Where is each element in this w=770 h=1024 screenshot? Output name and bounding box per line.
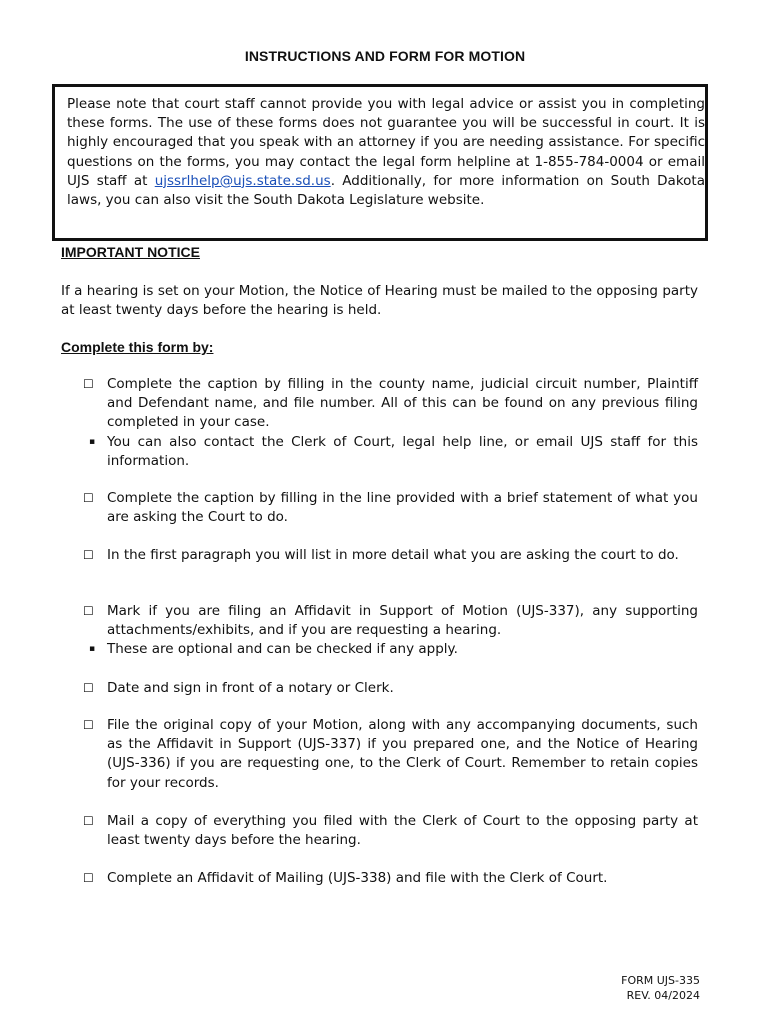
- notice-text-after-email: . Additionally, for more information on South Dakota laws, you can also visit the South Dakota Legislature website.: [67, 172, 705, 209]
- instruction-text: Mark if you are filing an Affidavit in Support of Motion (UJS-337), any supporting attachments/exhibits, and if you are requesting a hearing.: [107, 603, 698, 639]
- instruction-text: Complete the caption by filling in the county name, judicial circuit number, Plaintiff and Defendant name, and file number. All of this can be found on any previous filing completed in your case.: [107, 376, 698, 431]
- revision-date: REV. 04/2024: [626, 989, 700, 1002]
- helpline-email-link[interactable]: ujssrlhelp@ujs.state.sd.us: [154, 172, 331, 189]
- form-footer: [621, 973, 700, 1003]
- instruction-item: [83, 375, 698, 471]
- instruction-item: [83, 716, 698, 793]
- subpoint-text: These are optional and can be checked if any apply.: [107, 641, 458, 658]
- form-number: FORM UJS-335: [621, 974, 700, 987]
- complete-form-heading: Complete this form by:: [61, 339, 214, 355]
- checkbox-icon: ☐: [83, 491, 94, 505]
- instruction-item: [83, 679, 698, 698]
- checkbox-icon: ☐: [83, 604, 94, 618]
- notice-paragraph: [67, 95, 705, 210]
- instruction-text: Complete an Affidavit of Mailing (UJS-338) and file with the Clerk of Court.: [107, 870, 608, 886]
- legal-advice-notice-box: [52, 84, 708, 241]
- instruction-item: [83, 812, 698, 850]
- notice-text-before-email: Please note that court staff cannot provide you with legal advice or assist you in completing these forms. The use of these forms does not guarantee you will be successful in court. It is highly encouraged that you speak with an attorney if you are needing assistance. For specific questions on the forms, you may contact the legal form helpline at 1-855-784-0004 or email UJS staff at: [67, 96, 705, 189]
- checkbox-icon: ☐: [83, 681, 94, 695]
- checkbox-icon: ☐: [83, 718, 94, 732]
- important-notice-heading: IMPORTANT NOTICE: [61, 244, 200, 260]
- checkbox-icon: ☐: [83, 548, 94, 562]
- instruction-item: [83, 546, 698, 565]
- instruction-subpoint: [89, 640, 698, 659]
- square-bullet-icon: ▪: [89, 436, 96, 447]
- instruction-text: File the original copy of your Motion, along with any accompanying documents, such as the Affidavit in Support (UJS-337) if you prepared one, and the Notice of Hearing (UJS-336) if you are requesting one, to the Clerk of Court. Remember to retain copies for your records.: [107, 717, 698, 791]
- instruction-text: Date and sign in front of a notary or Clerk.: [107, 680, 394, 696]
- checkbox-icon: ☐: [83, 871, 94, 885]
- instruction-item: [83, 489, 698, 527]
- instruction-subpoint: [89, 433, 698, 471]
- instruction-text: In the first paragraph you will list in more detail what you are asking the court to do.: [107, 547, 679, 563]
- square-bullet-icon: ▪: [89, 644, 96, 655]
- checkbox-icon: ☐: [83, 814, 94, 828]
- subpoint-text: You can also contact the Clerk of Court, legal help line, or email UJS staff for this information.: [107, 433, 698, 469]
- instruction-item: [83, 869, 698, 888]
- important-notice-text: If a hearing is set on your Motion, the Notice of Hearing must be mailed to the opposing party at least twenty days before the hearing is held.: [61, 283, 698, 319]
- instruction-text: Mail a copy of everything you filed with the Clerk of Court to the opposing party at least twenty days before the hearing.: [107, 813, 698, 849]
- checkbox-icon: ☐: [83, 377, 94, 391]
- instruction-text: Complete the caption by filling in the line provided with a brief statement of what you are asking the Court to do.: [107, 490, 698, 526]
- instruction-item: [83, 602, 698, 660]
- page-title: INSTRUCTIONS AND FORM FOR MOTION: [244, 48, 526, 64]
